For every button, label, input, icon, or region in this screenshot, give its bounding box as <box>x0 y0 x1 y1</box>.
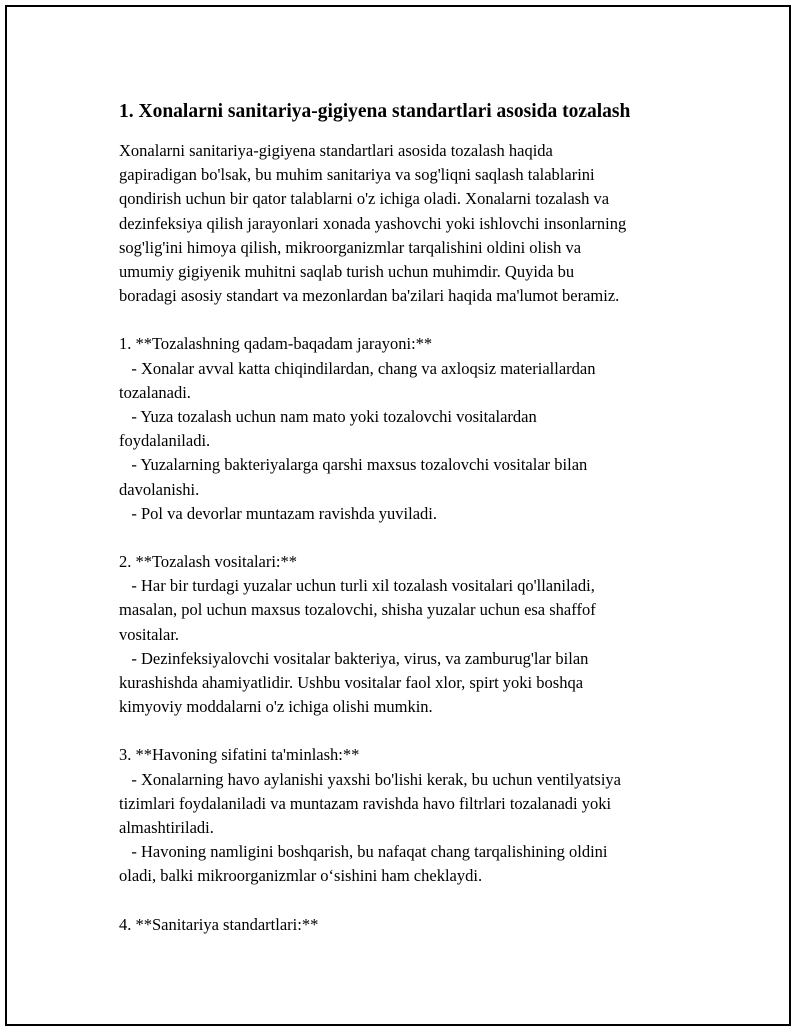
text-line: - Xonalarning havo aylanishi yaxshi bo'lishi kerak, bu uchun ventilyatsiya <box>119 769 621 789</box>
section-heading: 2. **Tozalash vositalari:** <box>119 552 298 572</box>
text-line: vositalar. <box>119 624 180 644</box>
text-line: - Xonalar avval katta chiqindilardan, chang va axloqsiz materiallardan <box>119 358 596 378</box>
text-line: qondirish uchun bir qator talablarni o'z ichiga oladi. Xonalarni tozalash va <box>119 189 610 209</box>
text-line: - Havoning namligini boshqarish, bu nafaqat chang tarqalishining oldini <box>119 842 608 862</box>
text-line: kimyoviy moddalarni o'z ichiga olishi mumkin. <box>119 697 433 717</box>
section-heading: 4. **Sanitariya standartlari:** <box>119 914 319 934</box>
section-heading: 1. **Tozalashning qadam-baqadam jarayoni:** <box>119 334 433 354</box>
text-line: - Yuzalarning bakteriyalarga qarshi maxsus tozalovchi vositalar bilan <box>119 455 588 475</box>
text-line: tizimlari foydalaniladi va muntazam ravishda havo filtrlari tozalanadi yoki <box>119 793 612 813</box>
text-line: umumiy gigiyenik muhitni saqlab turish uchun muhimdir. Quyida bu <box>119 262 575 282</box>
text-line: kurashishda ahamiyatlidir. Ushbu vositalar faol xlor, spirt yoki boshqa <box>119 673 584 693</box>
document-title: 1. Xonalarni sanitariya-gigiyena standartlari asosida tozalash <box>119 101 631 122</box>
text-line: masalan, pol uchun maxsus tozalovchi, shisha yuzalar uchun esa shaffof <box>119 600 596 620</box>
text-line: davolanishi. <box>119 479 200 499</box>
text-line: sog'lig'ini himoya qilish, mikroorganizmlar tarqalishini oldini olish va <box>119 237 582 257</box>
text-line: - Pol va devorlar muntazam ravishda yuviladi. <box>119 503 437 523</box>
section-sanitary-standards <box>119 913 699 937</box>
section-cleaning-process <box>119 332 699 526</box>
text-line: oladi, balki mikroorganizmlar o‘sishini ham cheklaydi. <box>119 866 483 886</box>
section-cleaning-tools <box>119 550 699 719</box>
text-line: tozalanadi. <box>119 382 191 402</box>
text-line: - Yuza tozalash uchun nam mato yoki tozalovchi vositalardan <box>119 407 537 427</box>
text-line: Xonalarni sanitariya-gigiyena standartlari asosida tozalash haqida <box>119 141 553 160</box>
intro-paragraph <box>119 139 699 308</box>
text-line: boradagi asosiy standart va mezonlardan ba'zilari haqida ma'lumot beramiz. <box>119 286 620 306</box>
text-line: - Dezinfeksiyalovchi vositalar bakteriya, virus, va zamburug'lar bilan <box>119 648 589 668</box>
text-line: foydalaniladi. <box>119 431 211 451</box>
document-content <box>119 99 699 961</box>
text-line: - Har bir turdagi yuzalar uchun turli xil tozalash vositalari qo'llaniladi, <box>119 576 595 596</box>
section-air-quality <box>119 743 699 888</box>
document-page <box>5 5 791 1026</box>
text-line: gapiradigan bo'lsak, bu muhim sanitariya va sog'liqni saqlash talablarini <box>119 165 595 185</box>
section-heading: 3. **Havoning sifatini ta'minlash:** <box>119 745 360 765</box>
text-line: almashtiriladi. <box>119 818 214 838</box>
text-line: dezinfeksiya qilish jarayonlari xonada yashovchi yoki ishlovchi insonlarning <box>119 213 627 233</box>
